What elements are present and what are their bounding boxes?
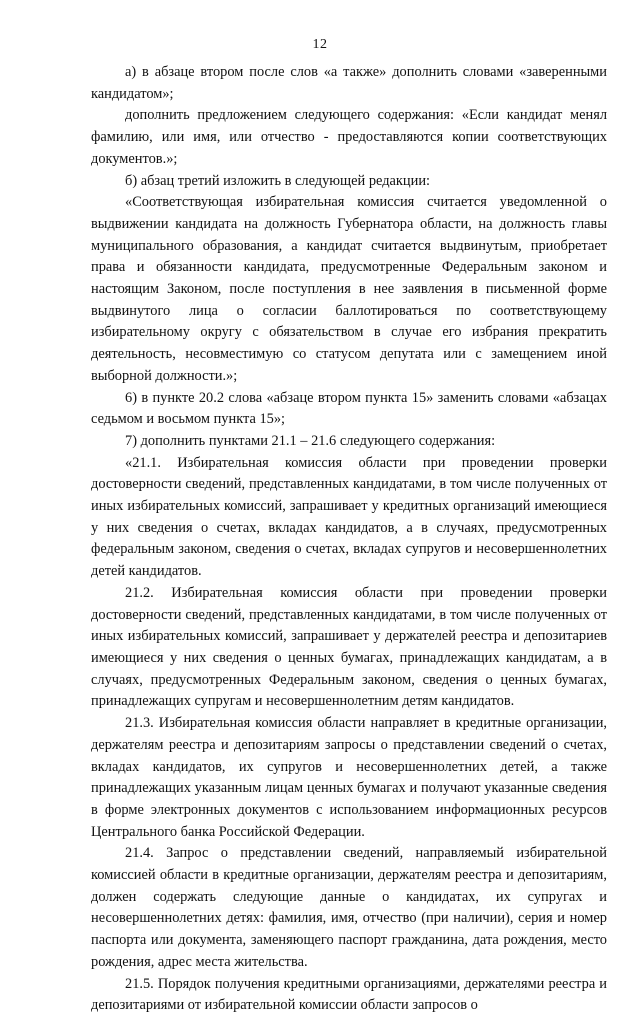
paragraph-add-sentence: дополнить предложением следующего содержания: «Если кандидат менял фамилию, или имя, или отчество - предоставляются копии соответствующих документов.»; [91, 107, 607, 167]
paragraph-item-a: а) в абзаце втором после слов «а также» дополнить словами «заверенными кандидатом»; [91, 64, 607, 102]
page-number: 12 [312, 37, 328, 52]
paragraph-21-3: 21.3. Избирательная комиссия области направляет в кредитные организации, держателям реестра и депозитариям запросы о представлении сведений о счетах, вкладах кандидатов, их супругов и несовершеннолетних детей, а также принадлежащих указанным лицам ценных бумагах и получают указанные сведения в форме электронных документов с использованием информационных ресурсов Центрального банка Российской Федерации. [91, 715, 607, 840]
paragraph-item-6: 6) в пункте 20.2 слова «абзаце втором пункта 15» заменить словами «абзацах седьмом и восьмом пункта 15»; [91, 389, 607, 428]
paragraph-quoted-text: «Соответствующая избирательная комиссия считается уведомленной о выдвижении кандидата на должность Губернатора области, на должность главы муниципального образования, а кандидат считается выдвинутым, приобретает права и обязанности кандидата, предусмотренные Федеральным законом и настоящим Законом, после поступления в нее заявления в письменной форме выдвинутого лица о согласии баллотироваться по соответствующему избирательному округу с обязательством в случае его избрания прекратить деятельность, несовместимую со статусом депутата или с замещением иной выборной должности.»; [91, 194, 607, 384]
paragraph-21-1: «21.1. Избирательная комиссия области при проведении проверки достоверности сведений, представленных кандидатами, в том числе полученных от иных избирательных комиссий, запрашивает у кредитных организаций имеющиеся у них сведения о счетах, вкладах кандидатов, а в случаях, предусмотренных федеральным законом, сведения о счетах, вкладах супругов и несовершеннолетних детей кандидатов. [91, 454, 607, 580]
paragraph-item-7: 7) дополнить пунктами 21.1 – 21.6 следующего содержания: [125, 432, 496, 449]
paragraph-21-5: 21.5. Порядок получения кредитными организациями, держателями реестра и депозитариями от избирательной комиссии области запросов о [91, 975, 607, 1014]
paragraph-item-b: б) абзац третий изложить в следующей редакции: [125, 172, 431, 189]
paragraph-21-2: 21.2. Избирательная комиссия области при проведении проверки достоверности сведений, представленных кандидатами, в том числе полученных от иных избирательных комиссий, запрашивает у держателей реестра и депозитариев имеющиеся у них сведения о ценных бумагах, принадлежащих кандидатам, а в случаях, предусмотренных Федеральным законом, сведения о ценных бумагах, принадлежащих супругам и несовершеннолетним детям кандидатов. [91, 584, 607, 710]
paragraph-21-4: 21.4. Запрос о представлении сведений, направляемый избирательной комиссией области в кредитные организации, держателям реестра и депозитариям, должен содержать следующие данные о кандидатах, их супругах и несовершеннолетних детях: фамилия, имя, отчество (при наличии), серия и номер паспорта или документа, заменяющего паспорт гражданина, дата рождения, место рождения, адрес места жительства. [91, 845, 607, 970]
document-body [91, 62, 607, 1017]
